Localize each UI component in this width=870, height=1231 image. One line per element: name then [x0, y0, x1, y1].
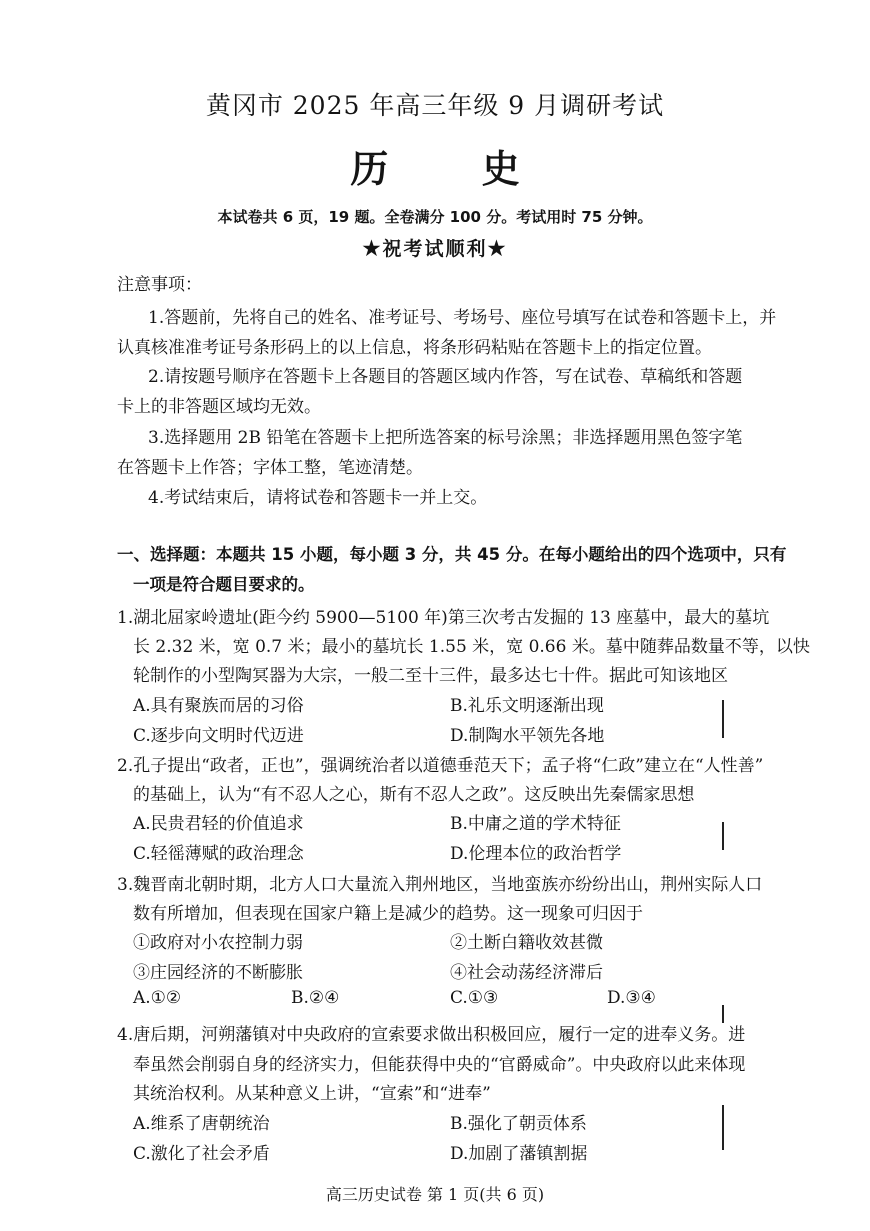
- question-stem: 轮制作的小型陶冥器为大宗，一般二至十三件，最多达七十件。据此可知该地区: [133, 666, 728, 686]
- question-stem: 2.孔子提出“政者，正也”，强调统治者以道德垂范天下；孟子将“仁政”建立在“人性善”: [117, 756, 764, 776]
- star-icon: ★: [362, 236, 383, 260]
- statement-item: ④社会动荡经济滞后: [450, 963, 603, 983]
- option-a[interactable]: A.①②: [133, 988, 182, 1008]
- exam-title: 黄冈市 2025 年高三年级 9 月调研考试: [205, 91, 665, 120]
- question-stem: 的基础上，认为“有不忍人之心，斯有不忍人之政”。这反映出先秦儒家思想: [133, 785, 695, 805]
- question-stem: 数有所增加，但表现在国家户籍上是减少的趋势。这一现象可归因于: [133, 904, 643, 924]
- section-heading: 一、选择题：本题共 15 小题，每小题 3 分，共 45 分。在每小题给出的四个选项中，只有: [117, 545, 787, 564]
- question-stem: 奉虽然会削弱自身的经济实力，但能获得中央的“官爵威命”。中央政府以此来体现: [133, 1055, 746, 1075]
- scan-mark: [722, 1005, 724, 1023]
- option-d[interactable]: D.③④: [607, 988, 656, 1008]
- option-c[interactable]: C.激化了社会矛盾: [133, 1144, 270, 1164]
- notice-line: 认真核准准考证号条形码上的以上信息，将条形码粘贴在答题卡上的指定位置。: [117, 338, 712, 358]
- option-a[interactable]: A.维系了唐朝统治: [133, 1114, 270, 1134]
- option-a[interactable]: A.民贵君轻的价值追求: [133, 814, 304, 834]
- star-icon: ★: [487, 236, 508, 260]
- question-stem: 其统治权利。从某种意义上讲，“宣索”和“进奉”: [133, 1084, 491, 1104]
- notice-line: 在答题卡上作答；字体工整，笔迹清楚。: [117, 458, 423, 478]
- notice-line: 2.请按题号顺序在答题卡上各题目的答题区域内作答，写在试卷、草稿纸和答题: [148, 367, 743, 387]
- statement-item: ②土断白籍收效甚微: [450, 933, 603, 953]
- question-stem: 长 2.32 米，宽 0.7 米；最小的墓坑长 1.55 米，宽 0.66 米。墓中随葬品数量不等，以快: [133, 637, 810, 657]
- question-stem: 1.湖北屈家岭遗址(距今约 5900—5100 年)第三次考古发掘的 13 座墓中，最大的墓坑: [117, 608, 770, 628]
- scan-mark: [722, 822, 724, 850]
- notice-line: 4.考试结束后，请将试卷和答题卡一并上交。: [148, 488, 488, 508]
- statement-item: ①政府对小农控制力弱: [133, 933, 303, 953]
- question-stem: 3.魏晋南北朝时期，北方人口大量流入荆州地区，当地蛮族亦纷纷出山，荆州实际人口: [117, 875, 763, 895]
- statement-item: ③庄园经济的不断膨胀: [133, 963, 303, 983]
- subject-heading: 历 史: [350, 146, 560, 191]
- notice-label: 注意事项：: [117, 275, 202, 295]
- option-b[interactable]: B.礼乐文明逐渐出现: [450, 696, 604, 716]
- section-heading: 一项是符合题目要求的。: [133, 575, 315, 594]
- option-c[interactable]: C.①③: [450, 988, 499, 1008]
- blessing-text: 祝考试顺利: [382, 238, 488, 260]
- notice-line: 卡上的非答题区域均无效。: [117, 397, 321, 417]
- option-b[interactable]: B.②④: [291, 988, 340, 1008]
- scan-mark: [722, 1105, 724, 1150]
- option-c[interactable]: C.逐步向文明时代迈进: [133, 726, 304, 746]
- option-b[interactable]: B.中庸之道的学术特征: [450, 814, 621, 834]
- question-stem: 4.唐后期，河朔藩镇对中央政府的宣索要求做出积极回应，履行一定的进奉义务。进: [117, 1025, 746, 1045]
- option-b[interactable]: B.强化了朝贡体系: [450, 1114, 587, 1134]
- option-d[interactable]: D.伦理本位的政治哲学: [450, 844, 622, 864]
- page-footer: 高三历史试卷 第 1 页(共 6 页): [325, 1185, 545, 1204]
- option-d[interactable]: D.加剧了藩镇割据: [450, 1144, 588, 1164]
- blessing-banner: [0, 234, 870, 261]
- exam-info: 本试卷共 6 页，19 题。全卷满分 100 分。考试用时 75 分钟。: [217, 208, 653, 226]
- scan-mark: [722, 700, 724, 738]
- option-c[interactable]: C.轻徭薄赋的政治理念: [133, 844, 304, 864]
- notice-line: 1.答题前，先将自己的姓名、准考证号、考场号、座位号填写在试卷和答题卡上，并: [148, 308, 777, 328]
- option-a[interactable]: A.具有聚族而居的习俗: [133, 696, 304, 716]
- option-d[interactable]: D.制陶水平领先各地: [450, 726, 605, 746]
- notice-line: 3.选择题用 2B 铅笔在答题卡上把所选答案的标号涂黑；非选择题用黑色签字笔: [148, 428, 743, 448]
